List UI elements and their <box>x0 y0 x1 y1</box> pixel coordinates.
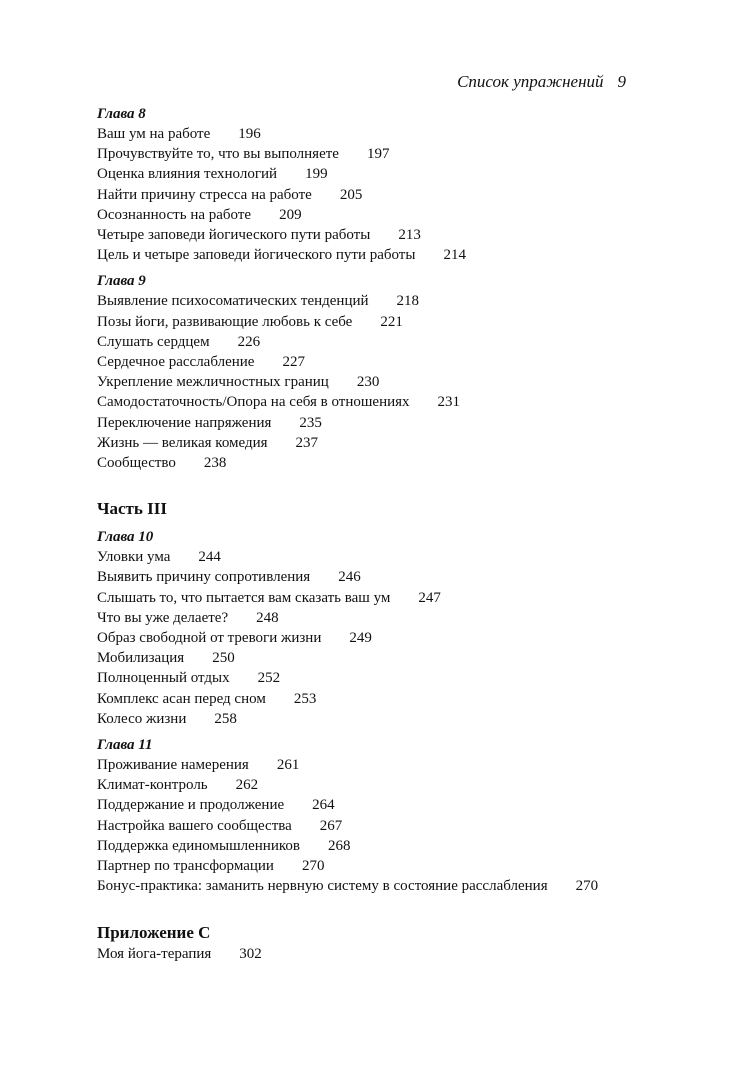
entry-page: 262 <box>235 777 259 794</box>
list-entry <box>97 164 657 184</box>
entry-page: 267 <box>319 817 343 834</box>
list-entry <box>97 709 657 729</box>
entry-page: 261 <box>276 757 300 774</box>
entry-page: 213 <box>398 227 421 244</box>
entry-title: Мобилизация <box>97 650 185 667</box>
list-entry <box>97 372 657 392</box>
appendix-heading: Приложение C <box>97 922 211 942</box>
list-entry <box>97 836 657 856</box>
page-number: 9 <box>617 72 626 91</box>
entry-title: Жизнь — великая комедия <box>97 434 268 451</box>
list-entry <box>97 668 657 688</box>
entry-page: 221 <box>380 313 403 330</box>
entry-page: 270 <box>301 858 325 875</box>
entry-title: Выявление психосоматических тенденций <box>97 293 369 310</box>
entry-title: Полноценный отдых <box>97 670 230 687</box>
list-entry <box>97 567 657 587</box>
list-entry <box>97 547 657 567</box>
entry-title: Слушать сердцем <box>97 333 210 350</box>
entry-title: Прочувствуйте то, что вы выполняете <box>97 146 339 163</box>
entry-title: Проживание намерения <box>97 757 249 774</box>
list-entry <box>97 352 657 372</box>
entry-page: 247 <box>418 589 441 606</box>
exercise-list <box>97 104 657 964</box>
chapter-heading: Глава 9 <box>97 273 146 290</box>
list-entry <box>97 689 657 709</box>
entry-title: Климат-контроль <box>97 777 208 794</box>
spacer <box>97 897 657 922</box>
list-entry <box>97 775 657 795</box>
entry-page: 246 <box>338 569 361 586</box>
list-entry <box>97 144 657 164</box>
entry-page: 231 <box>437 394 461 411</box>
entry-title: Осознанность на работе <box>97 206 252 223</box>
list-entry <box>97 876 657 896</box>
entry-title: Комплекс асан перед сном <box>97 690 266 707</box>
entry-title: Образ свободной от тревоги жизни <box>97 630 322 647</box>
entry-title: Укрепление межличностных границ <box>97 374 329 391</box>
running-head <box>457 72 626 92</box>
list-entry <box>97 245 657 265</box>
list-entry <box>97 628 657 648</box>
list-entry <box>97 225 657 245</box>
list-entry <box>97 392 657 412</box>
entry-page: 253 <box>293 690 317 707</box>
list-entry <box>97 291 657 311</box>
chapter-section <box>97 527 657 729</box>
entry-title: Уловки ума <box>97 549 171 566</box>
list-entry <box>97 433 657 453</box>
entry-page: 258 <box>214 710 237 727</box>
entry-title: Оценка влияния технологий <box>97 166 278 183</box>
entry-page: 244 <box>198 549 221 566</box>
entry-page: 249 <box>349 630 372 647</box>
list-entry <box>97 413 657 433</box>
entry-title: Ваш ум на работе <box>97 126 211 142</box>
appendix-section <box>97 922 657 964</box>
list-entry <box>97 312 657 332</box>
chapter-section <box>97 271 657 473</box>
list-entry <box>97 856 657 876</box>
chapter-heading: Глава 8 <box>97 106 146 122</box>
chapter-section <box>97 104 657 265</box>
entry-title: Четыре заповеди йогического пути работы <box>97 227 371 244</box>
entry-page: 218 <box>396 293 420 310</box>
entry-title: Колесо жизни <box>97 710 187 727</box>
entry-title: Переключение напряжения <box>97 414 272 431</box>
entry-page: 270 <box>575 878 599 895</box>
entry-page: 238 <box>203 455 227 472</box>
entry-title: Моя йога-терапия <box>97 945 212 962</box>
list-entry <box>97 648 657 668</box>
entry-title: Выявить причину сопротивления <box>97 569 311 586</box>
entry-title: Бонус-практика: заманить нервную систему в состояние расслабления <box>97 878 548 895</box>
entry-page: 237 <box>295 434 319 451</box>
entry-page: 227 <box>282 354 305 371</box>
spacer <box>97 520 657 527</box>
entry-title: Слышать то, что пытается вам сказать ваш ум <box>97 589 391 606</box>
entry-title: Настройка вашего сообщества <box>97 817 292 834</box>
entry-page: 205 <box>339 186 363 203</box>
entry-title: Цель и четыре заповеди йогического пути работы <box>97 247 416 264</box>
list-entry <box>97 944 657 964</box>
entry-title: Самодостаточность/Опора на себя в отношениях <box>97 394 410 411</box>
list-entry <box>97 588 657 608</box>
chapter-heading: Глава 11 <box>97 737 153 754</box>
list-entry <box>97 453 657 473</box>
entry-page: 302 <box>239 945 262 962</box>
entry-page: 235 <box>299 414 322 431</box>
entry-title: Сообщество <box>97 455 176 472</box>
list-entry <box>97 205 657 225</box>
entry-page: 214 <box>443 247 466 264</box>
entry-title: Найти причину стресса на работе <box>97 186 312 203</box>
list-entry <box>97 755 657 775</box>
entry-title: Сердечное расслабление <box>97 354 255 371</box>
list-entry <box>97 185 657 205</box>
entry-title: Поддержка единомышленников <box>97 837 300 854</box>
spacer <box>97 473 657 498</box>
entry-title: Поддержание и продолжение <box>97 797 285 814</box>
list-entry <box>97 608 657 628</box>
entry-page: 209 <box>279 206 302 223</box>
chapter-section <box>97 735 657 896</box>
chapter-heading: Глава 10 <box>97 529 154 546</box>
entry-page: 248 <box>256 609 279 626</box>
list-entry <box>97 795 657 815</box>
list-entry <box>97 816 657 836</box>
list-entry <box>97 332 657 352</box>
entry-title: Партнер по трансформации <box>97 858 274 875</box>
entry-page: 250 <box>212 650 235 667</box>
entry-page: 226 <box>237 333 261 350</box>
entry-page: 252 <box>257 670 281 687</box>
entry-page: 230 <box>356 374 380 391</box>
entry-page: 199 <box>305 166 328 183</box>
part-heading: Часть III <box>97 499 167 519</box>
running-head-title: Список упражнений <box>457 72 604 91</box>
entry-page: 196 <box>238 126 261 142</box>
entry-title: Позы йоги, развивающие любовь к себе <box>97 313 353 330</box>
entry-page: 197 <box>366 146 390 163</box>
entry-page: 268 <box>327 837 351 854</box>
list-entry <box>97 124 657 144</box>
entry-title: Что вы уже делаете? <box>97 609 229 626</box>
entry-page: 264 <box>312 797 335 814</box>
